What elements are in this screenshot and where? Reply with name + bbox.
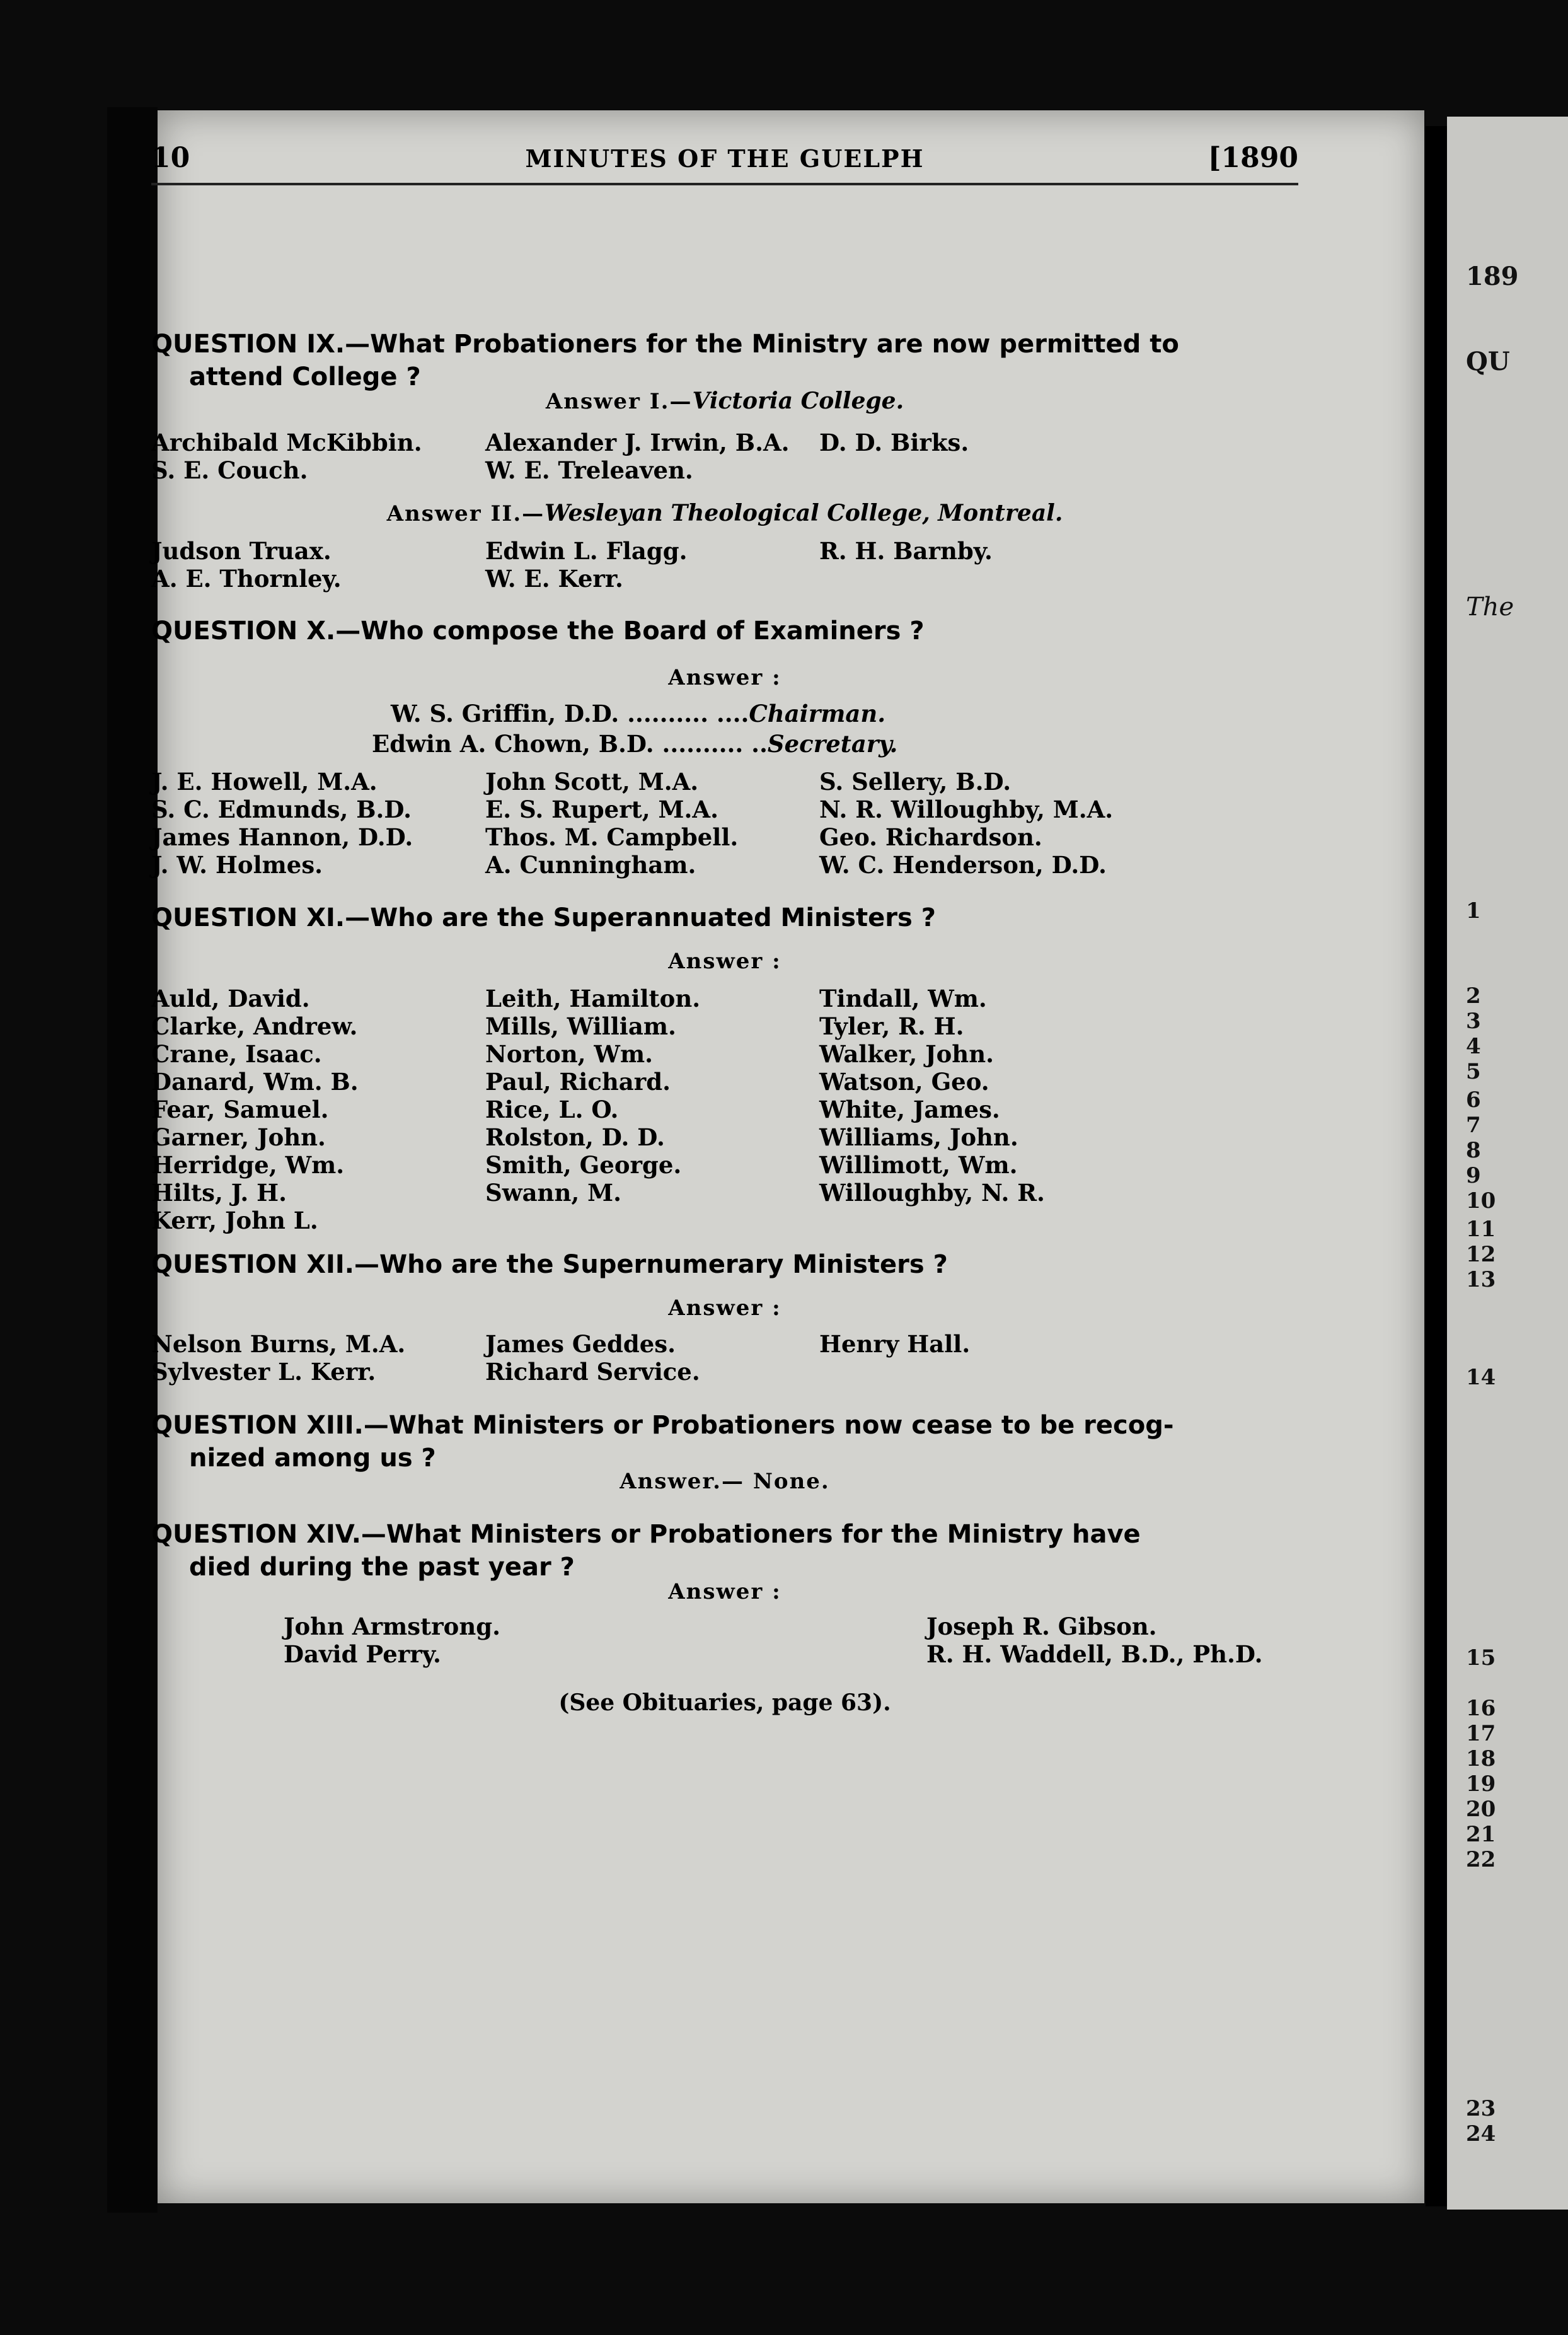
book-binding-shadow	[107, 107, 158, 2213]
header-rule	[151, 183, 1298, 185]
name-row	[151, 1179, 1305, 1207]
name-row	[151, 985, 1305, 1012]
minister-name: A. E. Thornley.	[151, 565, 342, 593]
question-13	[151, 1409, 1311, 1475]
minister-name: W. C. Henderson, D.D.	[819, 851, 1107, 879]
question-10-names	[151, 768, 1305, 879]
minister-name: Danard, Wm. B.	[151, 1068, 359, 1096]
name-row	[151, 429, 1305, 456]
name-row	[151, 1123, 1305, 1151]
adjacent-line-number: 13	[1466, 1267, 1496, 1292]
minister-name: Herridge, Wm.	[151, 1151, 345, 1179]
question-9-answer-2-heading	[151, 500, 1298, 526]
minister-name: W. E. Kerr.	[485, 565, 623, 593]
question-12-names	[151, 1330, 1305, 1386]
minister-name: Nelson Burns, M.A.	[151, 1330, 406, 1358]
minister-name: Crane, Isaac.	[151, 1040, 322, 1068]
minister-name: Willimott, Wm.	[819, 1151, 1018, 1179]
minister-name: John Armstrong.	[284, 1613, 500, 1640]
leader-dots: .......... ....	[619, 700, 749, 727]
minister-name: White, James.	[819, 1096, 1000, 1123]
minister-name: J. E. Howell, M.A.	[151, 768, 378, 796]
minister-name: D. D. Birks.	[819, 429, 969, 456]
adjacent-page-number: 189	[1466, 262, 1519, 291]
question-11-answer-heading: Answer :	[668, 949, 781, 974]
name-row	[151, 565, 1305, 593]
minister-name: Garner, John.	[151, 1123, 326, 1151]
minister-name: Fear, Samuel.	[151, 1096, 329, 1123]
minister-name: Joseph R. Gibson.	[926, 1613, 1157, 1640]
adjacent-line-number: 10	[1466, 1188, 1496, 1214]
minister-name: Rice, L. O.	[485, 1096, 619, 1123]
minister-name: Hilts, J. H.	[151, 1179, 287, 1207]
board-officer	[391, 698, 1147, 729]
name-row	[151, 1207, 1305, 1234]
adjacent-line-number: 20	[1466, 1797, 1496, 1822]
minister-name: Sylvester L. Kerr.	[151, 1358, 376, 1386]
board-officer	[372, 729, 1147, 759]
minister-name: R. H. Barnby.	[819, 537, 993, 565]
minister-name: Paul, Richard.	[485, 1068, 671, 1096]
minister-name: S. E. Couch.	[151, 456, 308, 484]
answer-place: Wesleyan Theological College, Montreal.	[545, 500, 1063, 526]
officer-role: Secretary.	[767, 730, 898, 758]
adjacent-line-number: 19	[1466, 1771, 1496, 1797]
minister-name: Geo. Richardson.	[819, 823, 1042, 851]
name-row	[151, 456, 1305, 484]
minister-name: John Scott, M.A.	[485, 768, 699, 796]
adjacent-line-number: 1	[1466, 898, 1481, 924]
name-row	[151, 1613, 1305, 1640]
minister-name: Archibald McKibbin.	[151, 429, 422, 456]
minister-name: S. Sellery, B.D.	[819, 768, 1012, 796]
minister-name: Thos. M. Campbell.	[485, 823, 739, 851]
minister-name: Edwin L. Flagg.	[485, 537, 688, 565]
minister-name: S. C. Edmunds, B.D.	[151, 796, 412, 823]
minister-name: David Perry.	[284, 1640, 441, 1668]
adjacent-line-number: 6	[1466, 1087, 1481, 1113]
minister-name: Richard Service.	[485, 1358, 700, 1386]
adjacent-line-number: 11	[1466, 1217, 1496, 1242]
adjacent-line-number: 3	[1466, 1009, 1481, 1034]
adjacent-line-number: 7	[1466, 1113, 1481, 1138]
answer-label: Answer I.—	[545, 389, 693, 414]
adjacent-line-number: 17	[1466, 1721, 1496, 1746]
leader-dots: .......... ..	[654, 730, 768, 758]
name-row	[151, 768, 1305, 796]
name-row	[151, 823, 1305, 851]
question-11-text: QUESTION XI.—Who are the Superannuated Ministers ?	[151, 903, 936, 932]
minister-name: Henry Hall.	[819, 1330, 971, 1358]
adjacent-page	[1447, 117, 1568, 2210]
minister-name: Watson, Geo.	[819, 1068, 989, 1096]
minister-name: Swann, M.	[485, 1179, 621, 1207]
minister-name: Willoughby, N. R.	[819, 1179, 1045, 1207]
question-9-text-cont: attend College ?	[189, 362, 421, 391]
adjacent-line-number: 15	[1466, 1645, 1496, 1671]
question-11-names	[151, 985, 1305, 1234]
minister-name: Tyler, R. H.	[819, 1012, 964, 1040]
adjacent-line-number: 18	[1466, 1746, 1496, 1771]
question-9-text: QUESTION IX.—What Probationers for the Ministry are now permitted to	[151, 330, 1179, 359]
officer-name: W. S. Griffin, D.D.	[391, 700, 620, 727]
question-13-text-cont: nized among us ?	[189, 1444, 436, 1473]
question-12-text: QUESTION XII.—Who are the Supernumerary Ministers ?	[151, 1250, 948, 1279]
minister-name: Auld, David.	[151, 985, 310, 1012]
obituaries-note: (See Obituaries, page 63).	[558, 1689, 891, 1716]
minister-name: Smith, George.	[485, 1151, 682, 1179]
adjacent-line-number: 2	[1466, 983, 1481, 1009]
adjacent-line-number: 23	[1466, 2096, 1496, 2121]
answer-label: Answer II.—	[386, 501, 545, 526]
minister-name: Rolston, D. D.	[485, 1123, 665, 1151]
adjacent-line-number: 4	[1466, 1034, 1481, 1059]
minister-name: Mills, William.	[485, 1012, 676, 1040]
minister-name: Kerr, John L.	[151, 1207, 318, 1234]
adjacent-line-number: 14	[1466, 1365, 1496, 1390]
question-10-answer-heading: Answer :	[668, 665, 781, 690]
adjacent-line-number: 21	[1466, 1822, 1496, 1847]
page-year: [1890	[1208, 142, 1298, 174]
answer-place: Victoria College.	[692, 388, 904, 414]
name-row	[151, 1096, 1305, 1123]
question-14-names	[151, 1613, 1305, 1668]
minister-name: James Hannon, D.D.	[151, 823, 413, 851]
name-row	[151, 1358, 1305, 1386]
adjacent-line-number: 16	[1466, 1696, 1496, 1721]
name-row	[151, 1012, 1305, 1040]
minister-name: James Geddes.	[485, 1330, 676, 1358]
minister-name: Tindall, Wm.	[819, 985, 987, 1012]
question-14-text: QUESTION XIV.—What Ministers or Probationers for the Ministry have	[151, 1520, 1141, 1549]
minister-name: A. Cunningham.	[485, 851, 696, 879]
name-row	[151, 537, 1305, 565]
adjacent-line-number: 24	[1466, 2121, 1496, 2147]
adjacent-text-fragment: The	[1466, 593, 1514, 622]
name-row	[151, 1040, 1305, 1068]
question-9-answer-2-names	[151, 537, 1305, 593]
name-row	[151, 796, 1305, 823]
minister-name: W. E. Treleaven.	[485, 456, 693, 484]
question-9	[151, 328, 1311, 393]
question-14-answer-heading: Answer :	[668, 1579, 781, 1604]
question-11	[151, 901, 1311, 934]
question-14-text-cont: died during the past year ?	[189, 1553, 575, 1582]
adjacent-line-number: 5	[1466, 1059, 1481, 1084]
running-title: MINUTES OF THE GUELPH	[525, 144, 925, 173]
adjacent-line-number: 12	[1466, 1242, 1496, 1267]
name-row	[151, 1640, 1305, 1668]
question-12	[151, 1248, 1311, 1281]
question-12-answer-heading: Answer :	[668, 1295, 781, 1321]
name-row	[151, 1330, 1305, 1358]
minister-name: Judson Truax.	[151, 537, 331, 565]
minister-name: Clarke, Andrew.	[151, 1012, 358, 1040]
minister-name: Alexander J. Irwin, B.A.	[485, 429, 790, 456]
minister-name: Leith, Hamilton.	[485, 985, 701, 1012]
minister-name: Walker, John.	[819, 1040, 994, 1068]
minister-name: Williams, John.	[819, 1123, 1018, 1151]
adjacent-line-number: 22	[1466, 1847, 1496, 1872]
minister-name: E. S. Rupert, M.A.	[485, 796, 718, 823]
question-10	[151, 615, 1311, 647]
minister-name: N. R. Willoughby, M.A.	[819, 796, 1114, 823]
name-row	[151, 1068, 1305, 1096]
officer-name: Edwin A. Chown, B.D.	[372, 730, 654, 758]
page-header	[151, 142, 1298, 180]
question-14	[151, 1518, 1311, 1584]
question-13-answer: Answer.— None.	[620, 1469, 830, 1494]
name-row	[151, 1151, 1305, 1179]
officer-role: Chairman.	[749, 700, 886, 727]
name-row	[151, 851, 1305, 879]
question-13-text: QUESTION XIII.—What Ministers or Probationers now cease to be recog-	[151, 1411, 1174, 1440]
minister-name: Norton, Wm.	[485, 1040, 654, 1068]
question-9-answer-1-heading	[151, 388, 1298, 414]
minister-name: R. H. Waddell, B.D., Ph.D.	[926, 1640, 1263, 1668]
minister-name: J. W. Holmes.	[151, 851, 323, 879]
question-9-answer-1-names	[151, 429, 1305, 484]
page-number: 10	[151, 142, 190, 174]
board-officers	[372, 698, 1147, 759]
adjacent-line-number: 8	[1466, 1138, 1481, 1163]
question-10-text: QUESTION X.—Who compose the Board of Examiners ?	[151, 617, 925, 646]
page-gutter	[1426, 126, 1447, 2206]
adjacent-question-fragment: QU	[1466, 347, 1510, 376]
adjacent-line-number: 9	[1466, 1163, 1481, 1188]
